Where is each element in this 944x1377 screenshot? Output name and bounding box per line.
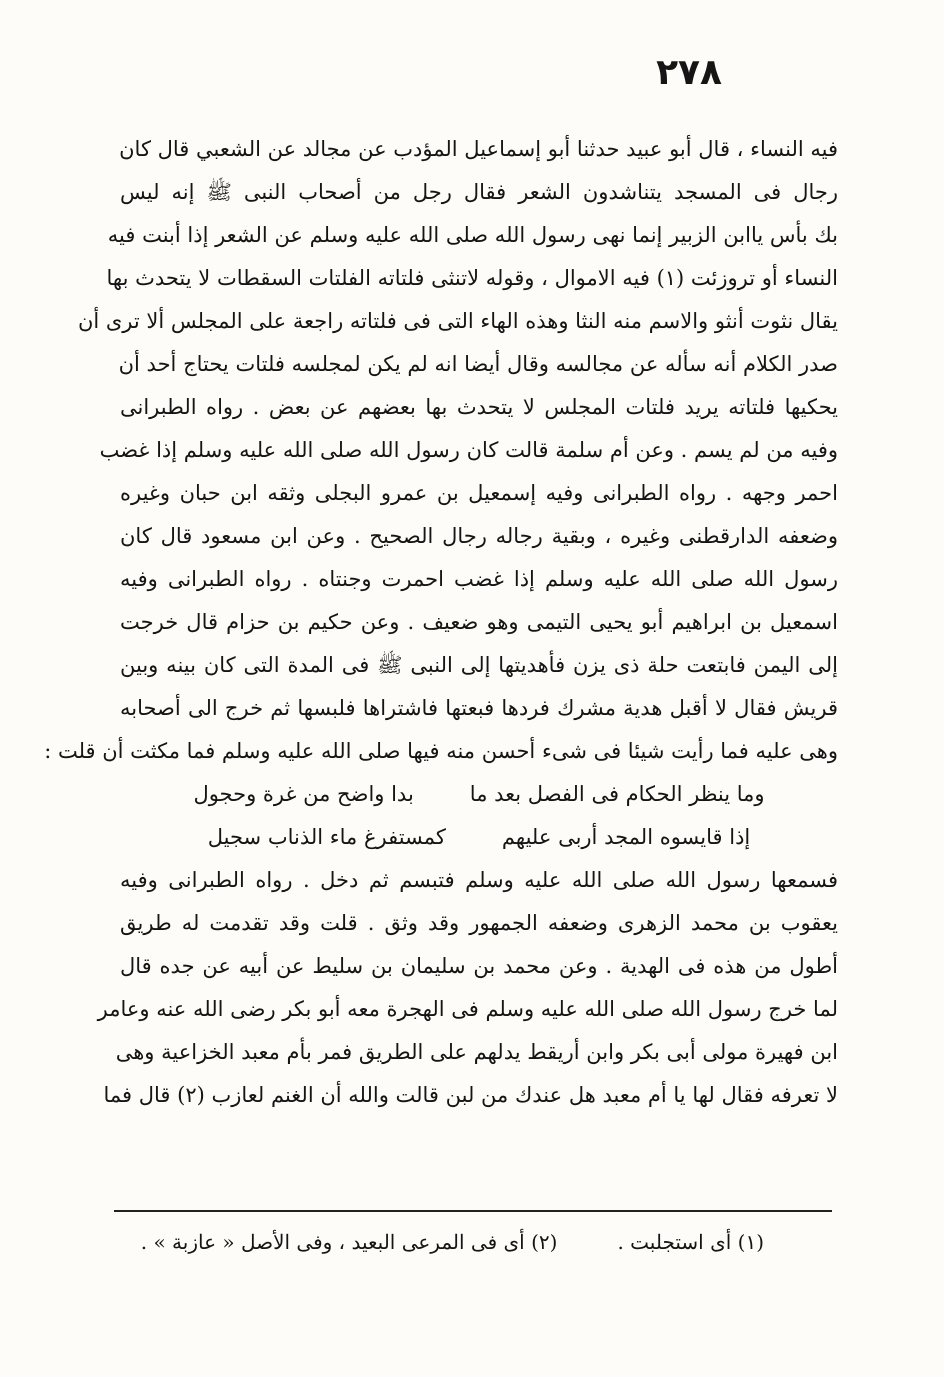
text-line: يقال نثوت أنثو والاسم منه النثا وهذه الهاء التى فى فلتاته راجعة على المجلس ألا ترى أن <box>77 309 838 333</box>
text-line: ابن فهيرة مولى أبى بكر وابن أريقط يدلهم على الطريق فمر بأم معبد الخزاعية وهى <box>115 1040 838 1064</box>
verse-first-hemistich: وما ينظر الحكام فى الفصل بعد ما <box>469 782 765 806</box>
text-line: النساء أو تروزئت (١) فيه الاموال ، وقوله لاتنثى فلتاته الفلتات السقطات لا يتحدث بها <box>106 266 838 290</box>
text-line: لما خرج رسول الله صلى الله عليه وسلم فى الهجرة معه أبو بكر رضى الله عنه وعامر <box>97 997 838 1021</box>
text-line: صدر الكلام أنه سأله عن مجالسه وقال أيضا انه لم يكن لمجلسه فلتات يحتاج أحد أن <box>118 352 838 376</box>
verse-second-hemistich: بدا واضح من غرة وحجول <box>193 782 414 806</box>
text-line: أطول من هذه فى الهدية . وعن محمد بن سليمان بن سليط عن أبيه عن جده قال <box>120 954 838 978</box>
text-line: فيه النساء ، قال أبو عبيد حدثنا أبو إسماعيل المؤدب عن مجالد عن الشعبي قال كان <box>119 137 838 161</box>
footnote-2: (٢) أى فى المرعى البعيد ، وفى الأصل « عازبة » . <box>140 1230 558 1254</box>
text-line: وهى عليه فما رأيت شيئا فى شىء أحسن منه فيها صلى الله عليه وسلم فما مكثت أن قلت : <box>44 739 838 763</box>
text-line: يعقوب بن محمد الزهرى وضعفه الجمهور وقد وثق . قلت وقد تقدمت له طريق <box>120 911 838 935</box>
verse-first-hemistich: إذا قايسوه المجد أربى عليهم <box>501 825 751 849</box>
text-line: لا تعرفه فقال لها يا أم معبد هل عندك من لبن قالت والله أن الغنم لعازب (٢) قال فما <box>103 1083 838 1107</box>
poem-verse <box>120 773 838 816</box>
text-line: وضعفه الدارقطنى وغيره ، وبقية رجاله رجال الصحيح . وعن ابن مسعود قال كان <box>120 524 838 548</box>
main-text <box>44 128 838 1117</box>
footnote-1: (١) أى استجلبت . <box>617 1230 764 1254</box>
text-line: وفيه من لم يسم . وعن أم سلمة قالت كان رسول الله صلى الله عليه وسلم إذا غضب <box>99 438 838 462</box>
text-line: إلى اليمن فابتعت حلة ذى يزن فأهديتها إلى النبى ﷺ فى المدة التى كان بينه وبين <box>120 653 838 677</box>
footnote-divider <box>114 1210 832 1212</box>
text-line: يحكيها فلتاته يريد فلتات المجلس لا يتحدث بها بعضهم عن بعض . رواه الطبرانى <box>120 395 838 419</box>
text-line: رسول الله صلى الله عليه وسلم إذا غضب احمرت وجنتاه . رواه الطبرانى وفيه <box>120 567 838 591</box>
page-number: ٢٧٨ <box>656 52 722 93</box>
verse-second-hemistich: كمستفرغ ماء الذناب سجيل <box>207 825 446 849</box>
text-line: اسمعيل بن ابراهيم أبو يحيى التيمى وهو ضعيف . وعن حكيم بن حزام قال خرجت <box>120 610 838 634</box>
text-line: احمر وجهه . رواه الطبرانى وفيه إسمعيل بن عمرو البجلى وثقه ابن حبان وغيره <box>120 481 838 505</box>
footnotes <box>120 1222 764 1262</box>
text-line: فسمعها رسول الله صلى الله عليه وسلم فتبسم ثم دخل . رواه الطبرانى وفيه <box>120 868 838 892</box>
poem-verse <box>120 816 838 859</box>
text-line: رجال فى المسجد يتناشدون الشعر فقال رجل من أصحاب النبى ﷺ إنه ليس <box>120 180 838 204</box>
text-line: قريش فقال لا أقبل هدية مشرك فردها فبعتها فاشتراها فلبسها ثم خرج الى أصحابه <box>120 696 838 720</box>
text-line: بك بأس ياابن الزبير إنما نهى رسول الله صلى الله عليه وسلم عن الشعر إذا أبنت فيه <box>107 223 838 247</box>
